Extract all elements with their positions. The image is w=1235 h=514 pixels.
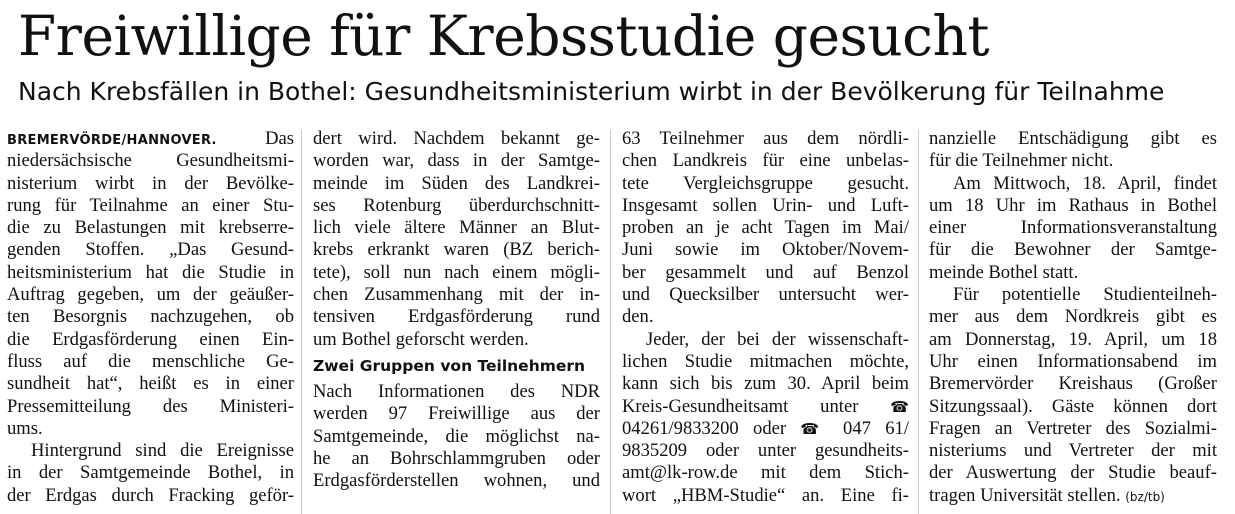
text-line: Juni sowie im Oktober/Novem-: [622, 239, 909, 261]
text-line: 63 Teilnehmer aus dem nördli-: [622, 128, 909, 149]
text-line: worden war, dass in der Samtge-: [313, 150, 600, 172]
text-line: ums.: [7, 417, 43, 439]
text-line: Erdgasförderstellen wohnen, und: [313, 470, 600, 492]
text-line: dert wird. Nachdem bekannt ge-: [313, 128, 600, 149]
column-divider: [918, 130, 919, 514]
text-line: BREMERVÖRDE/HANNOVER. Das: [7, 128, 294, 149]
phone-icon: ☎: [890, 397, 909, 416]
article-column-1: [7, 128, 294, 507]
text-line: fluss auf die menschliche Ge-: [7, 350, 294, 372]
text-line: Auftrag gegeben, um der geäußer-: [7, 284, 294, 306]
text-line: sundheit hat“, heißt es in einer: [7, 373, 294, 395]
text-line: he an Bohrschlammgruben oder: [313, 447, 600, 469]
text-line: meinde Bothel statt.: [929, 261, 1079, 283]
text-line: amt@lk-row.de mit dem Stich-: [622, 462, 909, 484]
text-line: ses Rotenburg überdurchschnitt-: [313, 194, 600, 216]
dateline: BREMERVÖRDE/HANNOVER.: [7, 133, 217, 148]
text-line: krebs erkrankt waren (BZ berich-: [313, 239, 600, 261]
text-line: lichen Studie mitmachen möchte,: [622, 350, 909, 372]
text-line: und Quecksilber untersucht wer-: [622, 284, 909, 306]
article-column-4: [929, 128, 1217, 507]
text-line: chen Zusammenhang mit der in-: [313, 284, 600, 306]
text-line: Jeder, der bei der wissenschaft-: [646, 328, 909, 350]
text-line: meinde im Süden des Landkrei-: [313, 172, 600, 194]
text-line: Samtgemeinde, die möglichst na-: [313, 425, 600, 447]
text-line: nisterium wirbt in der Bevölke-: [7, 172, 294, 194]
text-line: der Auswertung der Studie beauf-: [929, 462, 1217, 484]
text-line: einer Informationsveranstaltung: [929, 217, 1217, 239]
text-line: 9835209 oder unter gesundheits-: [622, 440, 909, 462]
text-line: Uhr einen Informationsabend im: [929, 350, 1217, 372]
text-line: lich viele ältere Männer an Blut-: [313, 217, 600, 239]
article-column-3: [622, 128, 909, 507]
text-line: in der Samtgemeinde Bothel, in: [7, 462, 294, 484]
text-line: heitsministerium hat die Studie in: [7, 261, 294, 283]
text-line: um 18 Uhr im Rathaus in Bothel: [929, 194, 1217, 216]
text-line: 04261/9833200 oder ☎ 047 61/: [622, 417, 909, 439]
text-line: tete), soll nun nach einem mögli-: [313, 261, 600, 283]
text-line: Insgesamt sollen Urin- und Luft-: [622, 194, 909, 216]
text-line: werden 97 Freiwillige aus der: [313, 403, 600, 425]
text-line: am Donnerstag, 19. April, um 18: [929, 328, 1217, 350]
text-line: Sitzungssaal). Gäste können dort: [929, 395, 1217, 417]
text-line: um Bothel geforscht werden.: [313, 328, 529, 350]
text-line: tete Vergleichsgruppe gesucht.: [622, 172, 909, 194]
text-line: für die Teilnehmer nicht.: [929, 150, 1114, 172]
text-line: die zu Belastungen mit krebserre-: [7, 217, 294, 239]
text-line: Am Mittwoch, 18. April, findet: [953, 172, 1217, 194]
subheadline: Nach Krebsfällen in Bothel: Gesundheitsministerium wirbt in der Bevölkerung für Teilnahme: [18, 77, 1165, 106]
author-credit: (bz/tb): [1125, 489, 1165, 504]
text-line: Bremervörder Kreishaus (Großer: [929, 373, 1217, 395]
article-column-2: [313, 128, 600, 492]
section-heading: Zwei Gruppen von Teilnehmern: [313, 356, 586, 375]
text-line: wort „HBM-Studie“ an. Eine fi-: [622, 484, 909, 506]
text-line: den.: [622, 306, 654, 328]
text-line: ber gesammelt und auf Benzol: [622, 261, 909, 283]
text-line: niedersächsische Gesundheitsmi-: [7, 150, 294, 172]
text-line: proben an je acht Tagen im Mai/: [622, 217, 909, 239]
text-line: Fragen an Vertreter des Sozialmi-: [929, 417, 1217, 439]
text-line: Kreis-Gesundheitsamt unter ☎: [622, 395, 909, 417]
text-line: für die Bewohner der Samtge-: [929, 239, 1217, 261]
text-line: nisteriums und Vertreter der mit: [929, 440, 1217, 462]
headline: Freiwillige für Krebsstudie gesucht: [18, 4, 989, 68]
text-line: tragen Universität stellen. (bz/tb): [929, 484, 1165, 506]
text-line: Für potentielle Studienteilneh-: [953, 284, 1217, 306]
text-line: genden Stoffen. „Das Gesund-: [7, 239, 294, 261]
text-line: die Erdgasförderung einen Ein-: [7, 328, 294, 350]
text-line: ten Besorgnis nachzugehen, ob: [7, 306, 294, 328]
text-line: tensiven Erdgasförderung rund: [313, 306, 600, 328]
text-line: nanzielle Entschädigung gibt es: [929, 128, 1217, 149]
text-line: rung für Teilnahme an einer Stu-: [7, 194, 294, 216]
text-line: mer aus dem Nordkreis gibt es: [929, 306, 1217, 328]
text-line: kann sich bis zum 30. April beim: [622, 373, 909, 395]
column-divider: [610, 130, 611, 514]
column-divider: [301, 130, 302, 514]
text-line: Nach Informationen des NDR: [313, 380, 600, 402]
phone-icon: ☎: [800, 419, 829, 438]
text-line: Pressemitteilung des Ministeri-: [7, 395, 294, 417]
text-line: der Erdgas durch Fracking geför-: [7, 484, 294, 506]
text-line: Hintergrund sind die Ereignisse: [31, 440, 294, 462]
text-line: chen Landkreis für eine unbelas-: [622, 150, 909, 172]
